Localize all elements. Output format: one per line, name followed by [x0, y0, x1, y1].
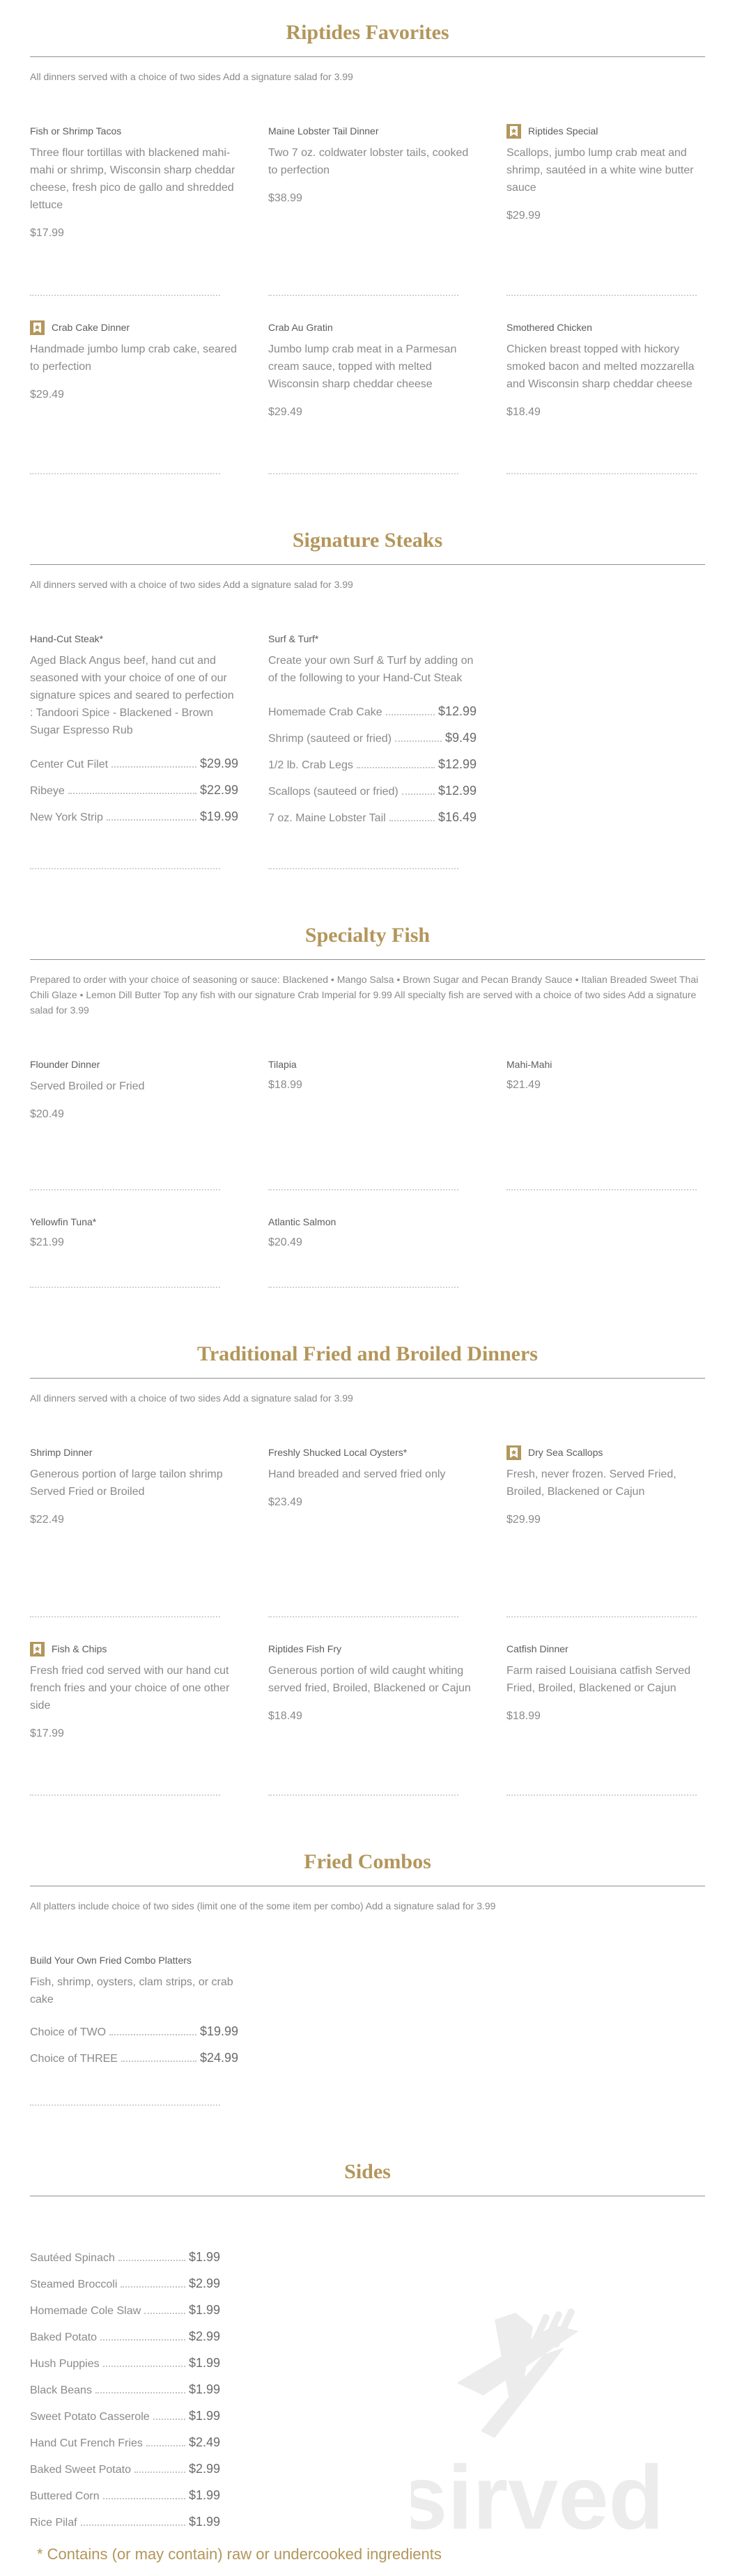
- menu-item-description: Three flour tortillas with blackened mahi-mahi or shrimp, Wisconsin sharp cheddar cheese, fresh pico de gallo and shredded lettuce: [30, 147, 235, 211]
- side-label: Sweet Potato Casserole: [30, 2411, 150, 2423]
- menu-item: [30, 1051, 238, 1190]
- menu-item-title: [506, 1443, 715, 1461]
- menu-item-title: [30, 318, 238, 336]
- price-row: [268, 692, 477, 719]
- section-divider: [30, 56, 705, 57]
- price-label: Homemade Crab Cake: [268, 706, 382, 718]
- item-divider: [268, 473, 458, 474]
- price-row: [268, 798, 477, 825]
- price-value: $24.99: [199, 2051, 238, 2065]
- price-value: $12.99: [438, 757, 477, 771]
- menu-item-description: Chicken breast topped with hickory smoked bacon and melted mozzarella and Wisconsin sharp cheddar cheese: [506, 343, 695, 390]
- leader-dots: [121, 2061, 196, 2062]
- section-specialty-fish: [30, 869, 705, 1288]
- price-value: $19.99: [199, 809, 238, 823]
- leader-dots: [68, 793, 196, 794]
- menu-item-title: [30, 1951, 238, 1969]
- menu-item-price: $23.49: [268, 1496, 302, 1508]
- menu-item-description: Scallops, jumbo lump crab meat and shrimp, sautéed in a white wine butter sauce: [506, 147, 694, 194]
- price-value: $29.99: [199, 756, 238, 770]
- leader-dots: [81, 2524, 185, 2526]
- menu-item-name: Crab Au Gratin: [268, 322, 333, 333]
- leader-dots: [121, 2286, 185, 2288]
- menu-item-name: Crab Cake Dinner: [52, 322, 130, 333]
- menu-item-price: $18.49: [268, 1710, 302, 1722]
- menu-item: [268, 1190, 477, 1288]
- price-label: Center Cut Filet: [30, 759, 109, 770]
- menu-item-description: Handmade jumbo lump crab cake, seared to perfection: [30, 343, 238, 373]
- bookmark-star-icon: [30, 1642, 45, 1656]
- menu-item-name: Catfish Dinner: [506, 1643, 568, 1654]
- side-price: $1.99: [188, 2409, 220, 2423]
- leader-dots: [103, 2366, 185, 2367]
- menu-item: [30, 1947, 238, 2106]
- section-divider: [30, 959, 705, 960]
- price-label: 7 oz. Maine Lobster Tail: [268, 812, 386, 824]
- side-label: Black Beans: [30, 2384, 92, 2396]
- watermark-text: sirved: [411, 2446, 665, 2536]
- section-title: Specialty Fish: [304, 924, 431, 947]
- side-label: Steamed Broccoli: [30, 2279, 118, 2290]
- leader-dots: [103, 2498, 185, 2499]
- side-label: Rice Pilaf: [30, 2517, 77, 2529]
- menu-item-name: Shrimp Dinner: [30, 1447, 93, 1458]
- menu-item: [268, 1617, 477, 1796]
- menu-item-title: [268, 1055, 477, 1073]
- menu-item-name: Riptides Special: [528, 125, 598, 137]
- menu-item-title: [268, 318, 477, 336]
- menu-item-price: $18.49: [506, 406, 541, 418]
- menu-item-price: $20.49: [30, 1108, 64, 1120]
- menu-item-title: [268, 122, 477, 140]
- menu-item-grid: [30, 118, 705, 474]
- leader-dots: [389, 820, 435, 821]
- side-price: $1.99: [188, 2356, 220, 2370]
- menu-item-description: Fresh, never frozen. Served Fried, Broiled, Blackened or Cajun: [506, 1468, 676, 1498]
- menu-item-description: Two 7 oz. coldwater lobster tails, cooked to perfection: [268, 147, 469, 176]
- price-label: Choice of TWO: [30, 2026, 107, 2038]
- price-row: [268, 745, 477, 772]
- price-list: [30, 745, 238, 824]
- sirved-watermark: [411, 2299, 718, 2536]
- menu-item: [30, 1617, 238, 1796]
- menu-item-name: Flounder Dinner: [30, 1059, 100, 1070]
- menu-item-description: Create your own Surf & Turf by adding on of the following to your Hand-Cut Steak: [268, 655, 474, 684]
- menu-item-name: Freshly Shucked Local Oysters*: [268, 1447, 408, 1458]
- menu-item: [268, 626, 477, 869]
- menu-item-description: Farm raised Louisiana catfish Served Fried, Broiled, Blackened or Cajun: [506, 1665, 691, 1694]
- menu-item-description: Jumbo lump crab meat in a Parmesan cream sauce, topped with melted Wisconsin sharp cheddar cheese: [268, 343, 457, 390]
- menu-item-description: Fresh fried cod served with our hand cut french fries and your choice of one other side: [30, 1665, 230, 1712]
- footnote-raw-ingredients: * Contains (or may contain) raw or undercooked ingredients: [37, 2545, 442, 2563]
- menu-item-price: $29.99: [506, 1514, 541, 1526]
- menu-item-price: $21.99: [30, 1236, 64, 1248]
- section-divider: [30, 1378, 705, 1379]
- menu-item-description: Generous portion of large tailon shrimp Served Fried or Broiled: [30, 1468, 223, 1498]
- menu-item-title: [30, 1055, 238, 1073]
- menu-item: [30, 118, 238, 296]
- side-price: $1.99: [188, 2250, 220, 2264]
- side-price: $2.49: [188, 2435, 220, 2449]
- price-row: [30, 2318, 220, 2344]
- menu-item-price: $17.99: [30, 1728, 64, 1739]
- side-price: $1.99: [188, 2382, 220, 2396]
- section-title: Sides: [344, 2160, 391, 2183]
- menu-item-price: $18.99: [268, 1079, 302, 1091]
- price-value: $12.99: [438, 784, 477, 798]
- menu-item-title: [30, 1443, 238, 1461]
- menu-item-name: Maine Lobster Tail Dinner: [268, 125, 379, 137]
- item-divider: [506, 473, 697, 474]
- menu-item-title: [30, 122, 238, 140]
- bookmark-star-icon: [506, 1445, 521, 1460]
- price-row: [268, 772, 477, 798]
- menu-item-description: Fish, shrimp, oysters, clam strips, or crab cake: [30, 1976, 233, 2005]
- menu-item-name: Yellowfin Tuna*: [30, 1216, 97, 1227]
- menu-item: [506, 118, 715, 296]
- price-label: Choice of THREE: [30, 2053, 118, 2065]
- menu-item-grid: [30, 1439, 705, 1796]
- menu-item-price: $38.99: [268, 192, 302, 204]
- section-description: All platters include choice of two sides (limit one of the some item per combo) Add a signature salad for 3.99: [30, 1900, 496, 1911]
- menu-item-price: $29.49: [268, 406, 302, 418]
- price-row: [30, 2503, 220, 2529]
- side-price: $2.99: [188, 2329, 220, 2343]
- price-row: [30, 798, 238, 824]
- menu-item-description: Generous portion of wild caught whiting served fried, Broiled, Blackened or Cajun: [268, 1665, 471, 1694]
- menu-item-title: [30, 1213, 238, 1231]
- menu-item: [268, 296, 477, 474]
- price-row: [30, 2397, 220, 2423]
- price-label: Ribeye: [30, 785, 65, 797]
- leader-dots: [100, 2339, 185, 2341]
- section-title: Fried Combos: [304, 1850, 431, 1873]
- leader-dots: [146, 2445, 185, 2446]
- item-divider: [30, 1287, 220, 1288]
- price-label: Scallops (sauteed or fried): [268, 786, 399, 798]
- item-divider: [30, 868, 220, 869]
- side-label: Hush Puppies: [30, 2358, 100, 2370]
- menu-item-price: $29.99: [506, 210, 541, 222]
- leader-dots: [357, 767, 435, 768]
- menu-item: [268, 1051, 477, 1190]
- price-value: $22.99: [199, 783, 238, 797]
- price-value: $12.99: [438, 704, 477, 718]
- menu-item-title: [268, 1213, 477, 1231]
- price-row: [30, 2238, 220, 2265]
- section-description: Prepared to order with your choice of seasoning or sauce: Blackened • Mango Salsa • Brown Sugar and Pecan Brandy Sauce • Italian Breaded Sweet Thai Chili Glaze • Lemon Dill Butter Top any fish with our signature Crab Imperial for 9.99 All specialty fish are served with a choice of two sides Add a signature salad for 3.99: [30, 974, 699, 1016]
- item-divider: [30, 1794, 220, 1796]
- side-label: Hand Cut French Fries: [30, 2437, 143, 2449]
- section-title: Signature Steaks: [292, 529, 443, 552]
- menu-item-name: Hand-Cut Steak*: [30, 633, 104, 644]
- menu-item: [506, 1439, 715, 1617]
- side-price: $2.99: [188, 2462, 220, 2476]
- price-row: [30, 2265, 220, 2291]
- menu-item-name: Fish or Shrimp Tacos: [30, 125, 122, 137]
- menu-item: [30, 1439, 238, 1617]
- menu-item-title: [30, 1640, 238, 1658]
- price-value: $19.99: [199, 2024, 238, 2038]
- menu-item-name: Dry Sea Scallops: [528, 1447, 603, 1458]
- menu-item-grid: [30, 626, 705, 869]
- menu-item: [506, 1051, 715, 1190]
- price-row: [30, 2476, 220, 2503]
- item-divider: [30, 2104, 220, 2106]
- price-label: 1/2 lb. Crab Legs: [268, 759, 353, 771]
- menu-item-description: Aged Black Angus beef, hand cut and seasoned with your choice of one of our signature spices and seared to perfection : Tandoori Spice - Blackened - Brown Sugar Espresso Rub: [30, 655, 234, 736]
- menu-item-name: Build Your Own Fried Combo Platters: [30, 1955, 192, 1966]
- section-title: Traditional Fried and Broiled Dinners: [197, 1342, 538, 1365]
- section-description: All dinners served with a choice of two sides Add a signature salad for 3.99: [30, 579, 353, 590]
- price-row: [30, 2371, 220, 2397]
- leader-dots: [107, 819, 196, 821]
- item-divider: [506, 1189, 697, 1190]
- menu-item-title: [506, 122, 715, 140]
- leader-dots: [95, 2392, 185, 2393]
- menu-item: [506, 296, 715, 474]
- menu-item: [30, 626, 238, 869]
- side-label: Baked Potato: [30, 2331, 98, 2343]
- fork-knife-icon: [411, 2299, 718, 2536]
- menu-item-description: Hand breaded and served fried only: [268, 1468, 446, 1480]
- leader-dots: [134, 2472, 185, 2473]
- menu-item-name: Mahi-Mahi: [506, 1059, 552, 1070]
- price-row: [30, 2012, 238, 2039]
- menu-item: [506, 1617, 715, 1796]
- price-row: [30, 2039, 238, 2065]
- menu-item-name: Smothered Chicken: [506, 322, 592, 333]
- price-row: [30, 745, 238, 771]
- menu-item-title: [268, 1443, 477, 1461]
- price-label: Shrimp (sauteed or fried): [268, 733, 392, 745]
- leader-dots: [144, 2313, 185, 2314]
- section-title: Riptides Favorites: [286, 21, 449, 44]
- item-divider: [268, 1287, 458, 1288]
- section-riptides-favorites: [30, 0, 705, 474]
- menu-item-price: $22.49: [30, 1514, 64, 1526]
- leader-dots: [109, 2034, 196, 2035]
- price-row: [30, 2450, 220, 2476]
- price-list: [268, 692, 477, 825]
- side-label: Sautéed Spinach: [30, 2252, 115, 2264]
- leader-dots: [118, 2260, 185, 2261]
- menu-item-title: [506, 1640, 715, 1658]
- leader-dots: [153, 2419, 185, 2420]
- menu-item-price: $20.49: [268, 1236, 302, 1248]
- menu-item-title: [506, 318, 715, 336]
- section-description: All dinners served with a choice of two sides Add a signature salad for 3.99: [30, 71, 353, 82]
- section-fried-combos: [30, 1796, 705, 2106]
- menu-item-name: Fish & Chips: [52, 1643, 107, 1654]
- side-price: $2.99: [188, 2276, 220, 2290]
- price-row: [30, 2423, 220, 2450]
- side-price: $1.99: [188, 2303, 220, 2317]
- price-row: [30, 2291, 220, 2318]
- price-value: $16.49: [438, 810, 477, 824]
- price-row: [30, 771, 238, 798]
- bookmark-star-icon: [506, 124, 521, 139]
- item-divider: [30, 473, 220, 474]
- price-row: [268, 719, 477, 745]
- menu-item-title: [268, 630, 477, 648]
- menu-item-price: $29.49: [30, 389, 64, 401]
- menu-item: [268, 1439, 477, 1617]
- menu-item-title: [30, 630, 238, 648]
- side-label: Homemade Cole Slaw: [30, 2305, 141, 2317]
- menu-item-name: Riptides Fish Fry: [268, 1643, 342, 1654]
- leader-dots: [395, 740, 442, 742]
- price-value: $9.49: [444, 731, 477, 745]
- leader-dots: [402, 793, 435, 795]
- menu-item-title: [506, 1055, 715, 1073]
- item-divider: [506, 1794, 697, 1796]
- menu-item-title: [268, 1640, 477, 1658]
- leader-dots: [386, 714, 435, 715]
- side-label: Buttered Corn: [30, 2490, 100, 2502]
- menu-item-price: $18.99: [506, 1710, 541, 1722]
- menu-item-grid: [30, 1051, 705, 1288]
- menu-item-name: Atlantic Salmon: [268, 1216, 336, 1227]
- side-price: $1.99: [188, 2515, 220, 2529]
- leader-dots: [111, 766, 196, 768]
- item-divider: [268, 1794, 458, 1796]
- item-divider: [268, 868, 458, 869]
- section-signature-steaks: [30, 474, 705, 869]
- menu-item-name: Surf & Turf*: [268, 633, 319, 644]
- menu-item-price: $17.99: [30, 227, 64, 239]
- menu-item-grid: [30, 1947, 705, 2106]
- sides-list: [30, 2238, 220, 2529]
- price-label: New York Strip: [30, 812, 103, 823]
- price-list: [30, 2012, 238, 2065]
- menu-item: [268, 118, 477, 296]
- menu-item-name: Tilapia: [268, 1059, 297, 1070]
- section-description: All dinners served with a choice of two sides Add a signature salad for 3.99: [30, 1392, 353, 1404]
- section-fried-broiled-dinners: [30, 1288, 705, 1796]
- side-label: Baked Sweet Potato: [30, 2464, 131, 2476]
- menu-item-description: Served Broiled or Fried: [30, 1080, 145, 1092]
- side-price: $1.99: [188, 2488, 220, 2502]
- menu-item: [30, 1190, 238, 1288]
- section-divider: [30, 564, 705, 565]
- price-row: [30, 2344, 220, 2371]
- bookmark-star-icon: [30, 320, 45, 335]
- menu-item: [30, 296, 238, 474]
- menu-item-price: $21.49: [506, 1079, 541, 1091]
